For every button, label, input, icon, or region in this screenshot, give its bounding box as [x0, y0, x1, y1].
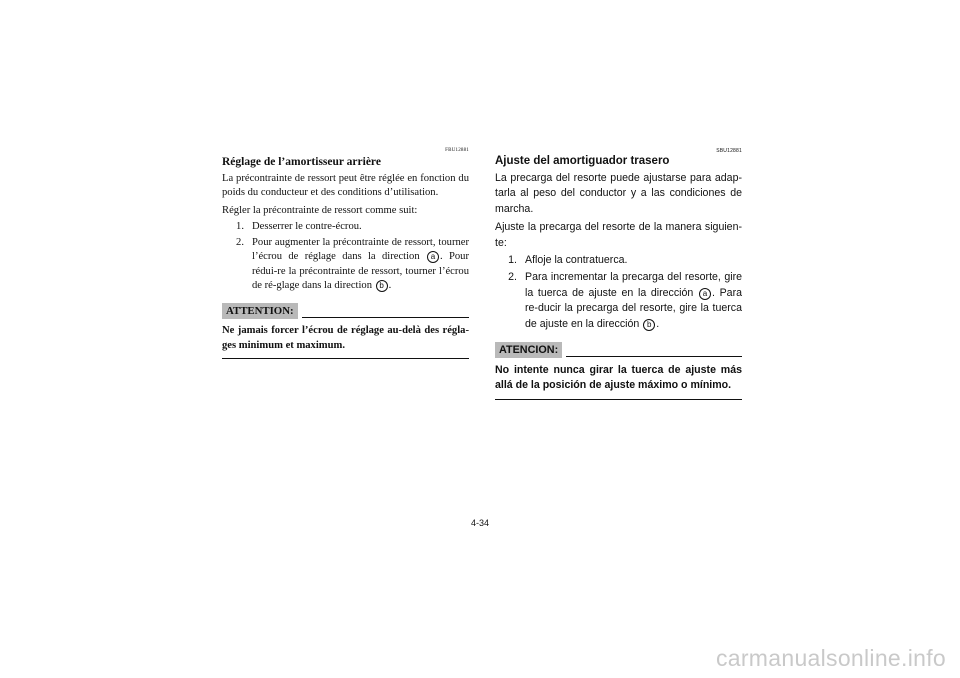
- caution-end-rule: [495, 399, 742, 400]
- spanish-column: [495, 148, 742, 400]
- list-item: [222, 220, 469, 234]
- section-title: Réglage de l’amortisseur arrière: [222, 156, 381, 168]
- caution-text: No intente nunca girar la tuerca de ajuste más allá de la posición de ajuste máximo o mínimo.: [495, 364, 742, 392]
- caution-text: Ne jamais forcer l’écrou de réglage au-delà des régla-ges minimum et maximum.: [222, 325, 469, 351]
- section-code: FBU12881: [445, 148, 469, 153]
- step-text-part: .: [388, 280, 392, 292]
- step-number: 2.: [236, 237, 244, 249]
- step-text-part: Pour augmenter la précontrainte de ressort, tourner l’écrou de réglage dans la direction: [252, 237, 469, 263]
- list-item: [222, 236, 469, 293]
- caution-header: [222, 303, 469, 319]
- direction-a-marker: a: [699, 288, 711, 300]
- direction-b-marker: b: [376, 280, 388, 292]
- watermark: carmanualsonline.info: [715, 645, 946, 671]
- direction-a-marker: a: [427, 251, 439, 263]
- instruction-paragraph: Ajuste la precarga del resorte de la manera siguien-te:: [495, 221, 742, 249]
- step-text: [525, 270, 742, 332]
- step-text-part: Desserrer le contre-écrou.: [252, 220, 362, 232]
- step-number: 2.: [508, 271, 517, 284]
- step-text: [252, 220, 469, 234]
- caution-label: ATENCION:: [495, 342, 562, 358]
- section-code: SBU12881: [716, 148, 742, 154]
- caution-rule: [566, 356, 742, 357]
- step-number: 1.: [236, 220, 244, 232]
- page-number: 4-34: [470, 518, 489, 528]
- step-text-part: Para incrementar la precarga del resorte, gire la tuerca de ajuste en la dirección: [525, 271, 742, 299]
- caution-label: ATTENTION:: [222, 303, 298, 319]
- steps-list: [495, 253, 742, 332]
- steps-list: [222, 220, 469, 293]
- caution-header: [495, 342, 742, 358]
- step-text-part: Afloje la contratuerca.: [525, 254, 628, 267]
- instruction-paragraph: Régler la précontrainte de ressort comme suit:: [222, 204, 418, 216]
- caution-rule: [302, 317, 469, 318]
- step-number: 1.: [508, 254, 517, 267]
- intro-paragraph: La précontrainte de ressort peut être réglée en fonction du poids du conducteur et des conditions d’utilisation.: [222, 173, 469, 199]
- intro-paragraph: La precarga del resorte puede ajustarse para adap-tarla al peso del conductor y a las condiciones de marcha.: [495, 172, 742, 215]
- step-text-part: . Para re-ducir la precarga del resorte, gire la tuerca de ajuste en la dirección: [525, 286, 742, 330]
- section-title: Ajuste del amortiguador trasero: [495, 155, 670, 167]
- list-item: [495, 253, 742, 268]
- list-item: [495, 270, 742, 332]
- step-text-part: .: [656, 317, 660, 330]
- step-text: [252, 236, 469, 293]
- french-column: [222, 148, 469, 359]
- direction-b-marker: b: [643, 319, 655, 331]
- step-text-part: . Pour rédui-re la précontrainte de ressort, tourner l’écrou de ré-glage dans la direction: [252, 251, 469, 292]
- caution-end-rule: [222, 358, 469, 359]
- step-text: [525, 253, 742, 268]
